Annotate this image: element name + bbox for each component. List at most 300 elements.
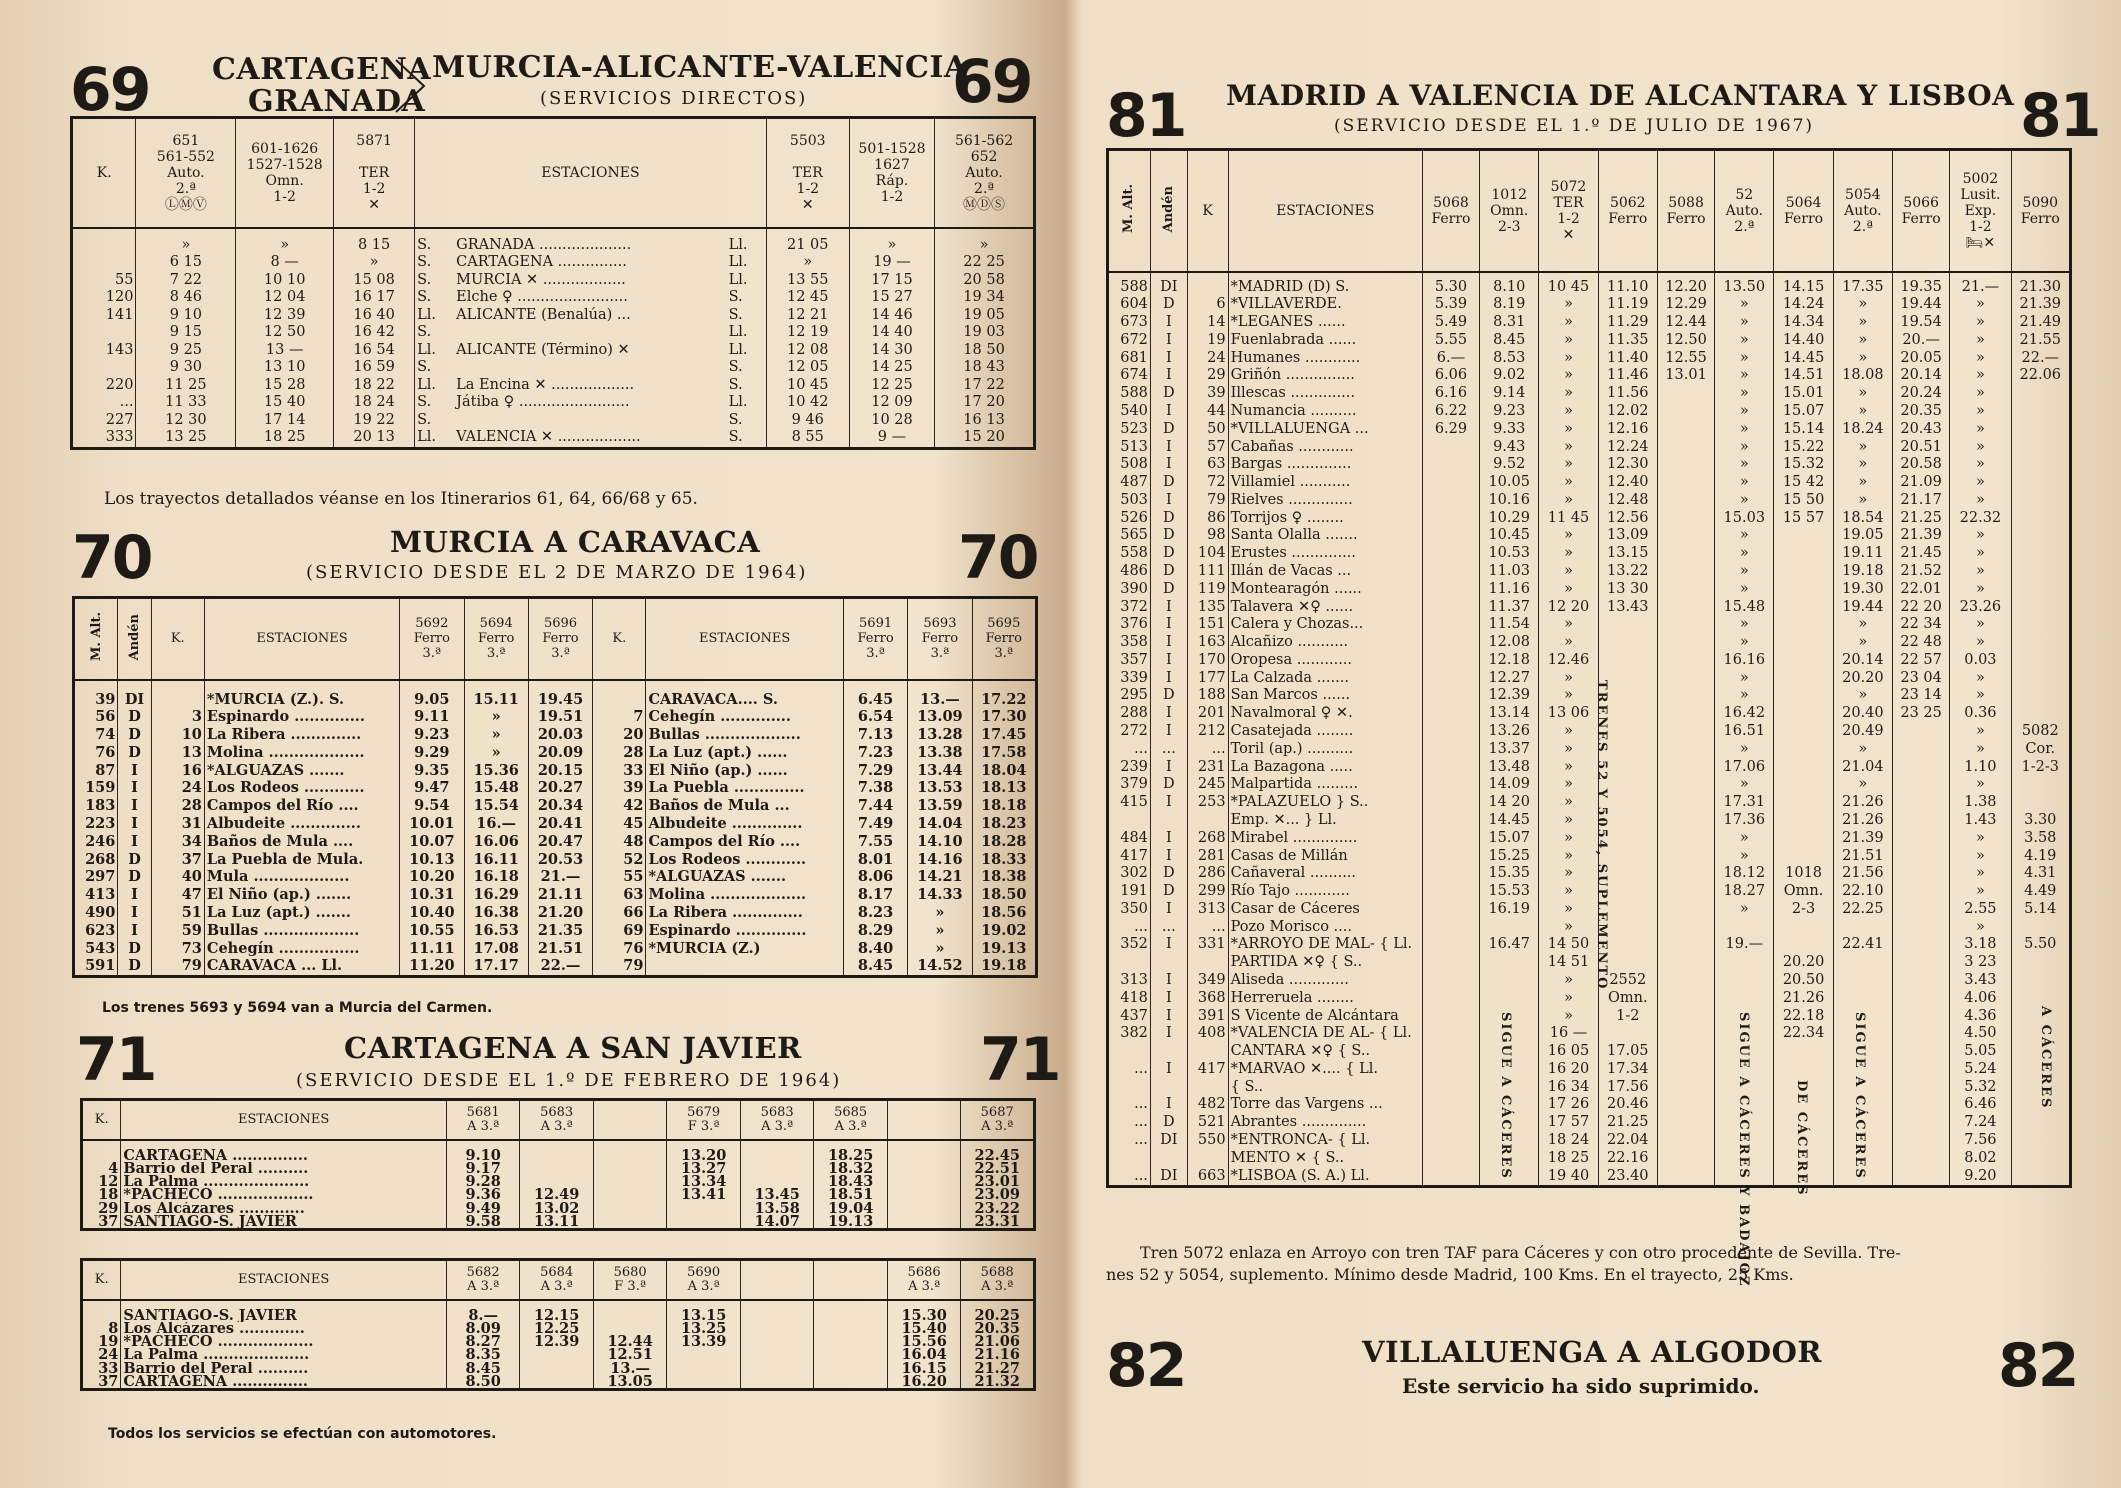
time-cell [2011, 776, 2070, 794]
time-cell: 20.20 [1774, 954, 1833, 972]
time-cell: 19.13 [972, 940, 1036, 958]
time-cell [2011, 403, 2070, 421]
time-cell [1657, 385, 1714, 403]
station-cell: Pozo Morisco .... [1228, 919, 1422, 937]
timetable-row [1108, 527, 2071, 545]
time-cell: 4.50 [1950, 1025, 2011, 1043]
altitude-cell: 540 [1108, 403, 1151, 421]
timetable-row [82, 1362, 1035, 1375]
timetable-row [1108, 883, 2071, 901]
km-cell: 55 [593, 868, 646, 886]
time-cell [1422, 1079, 1479, 1097]
time-cell: » [908, 940, 972, 958]
time-cell: » [1715, 687, 1774, 705]
time-cell: 21.39 [1893, 527, 1950, 545]
altitude-cell: 87 [74, 762, 118, 780]
time-cell: 10 10 [236, 272, 334, 290]
time-cell [1657, 1150, 1714, 1168]
time-cell: 14.16 [908, 851, 972, 869]
time-cell: 18.04 [972, 762, 1036, 780]
time-cell: 14.45 [1480, 812, 1539, 830]
timetable-row [74, 744, 1037, 762]
altitude-cell: 672 [1108, 332, 1151, 350]
time-cell: 21.45 [1893, 545, 1950, 563]
col-header: 5681 A 3.ª [446, 1100, 520, 1140]
time-cell: 18.24 [1833, 421, 1892, 439]
col-header: 5054 Auto. 2.ª [1833, 150, 1892, 272]
time-cell: 23.09 [961, 1188, 1035, 1201]
time-cell: 20.05 [1893, 350, 1950, 368]
time-cell: 20.14 [1893, 367, 1950, 385]
station-cell: Illán de Vacas ... [1228, 563, 1422, 581]
time-cell [593, 1300, 667, 1322]
col-header: 5694 Ferro 3.ª [464, 598, 528, 680]
km-cell: 417 [1187, 1061, 1228, 1079]
station-cell: *PACHECO ................... [121, 1188, 447, 1201]
station-cell: VALENCIA ✕ .................. [456, 429, 641, 445]
time-cell: 11.40 [1598, 350, 1657, 368]
time-cell [814, 1348, 888, 1361]
time-cell: 18.23 [972, 815, 1036, 833]
time-cell: 19 03 [935, 324, 1035, 342]
platform-cell: D [118, 940, 151, 958]
km-cell: 119 [1187, 581, 1228, 599]
time-cell: 18.08 [1833, 367, 1892, 385]
time-cell: 15.14 [1774, 421, 1833, 439]
time-cell: 16.04 [887, 1348, 961, 1361]
time-cell: 8.23 [843, 904, 907, 922]
time-cell: 20.27 [528, 779, 592, 797]
time-cell: 21.20 [528, 904, 592, 922]
timetable-row [1108, 848, 2071, 866]
timetable-row [1108, 350, 2071, 368]
station-cell: Albudeite .............. [204, 815, 399, 833]
station-cell: CARTAGENA ............... [121, 1375, 447, 1390]
col-k-header: K. [82, 1100, 121, 1140]
time-cell: 16.16 [1715, 652, 1774, 670]
time-cell: 1.10 [1950, 759, 2011, 777]
time-cell: 21.09 [1893, 474, 1950, 492]
time-cell: 22.06 [2011, 367, 2070, 385]
platform-cell: I [1150, 350, 1187, 368]
section-71-title: CARTAGENA A SAN JAVIER [344, 1031, 802, 1065]
time-cell: » [1715, 367, 1774, 385]
time-cell: » [1833, 350, 1892, 368]
station-cell: *VILLAVERDE. [1228, 296, 1422, 314]
time-cell: 5.05 [1950, 1043, 2011, 1061]
km-cell: 47 [151, 886, 204, 904]
km-cell: 391 [1187, 1008, 1228, 1026]
time-cell: 16 42 [334, 324, 415, 342]
time-cell: 13.50 [1715, 272, 1774, 297]
km-cell: ... [72, 394, 136, 412]
timetable-row [82, 1202, 1035, 1215]
platform-cell: D [118, 868, 151, 886]
time-cell [1657, 812, 1714, 830]
time-cell [1774, 776, 1833, 794]
km-cell: 313 [1187, 901, 1228, 919]
time-cell [2011, 1150, 2070, 1168]
time-cell [1422, 1025, 1479, 1043]
timetable-row [1108, 439, 2071, 457]
time-cell: 11.35 [1598, 332, 1657, 350]
time-cell [520, 1175, 594, 1188]
time-cell: 12 04 [236, 289, 334, 307]
col-header: 5068 Ferro [1422, 150, 1479, 272]
time-cell [1657, 705, 1714, 723]
station-cell: Los Rodeos ............ [646, 851, 843, 869]
col-estaciones-header: ESTACIONES [204, 598, 399, 680]
time-cell: 20.34 [528, 797, 592, 815]
time-cell: 21.17 [1893, 492, 1950, 510]
time-cell [2011, 439, 2070, 457]
km-cell: 13 [151, 744, 204, 762]
time-cell [2011, 634, 2070, 652]
platform-cell: D [1150, 474, 1187, 492]
timetable-row [74, 779, 1037, 797]
time-cell [814, 1362, 888, 1375]
km-cell: 143 [72, 342, 136, 360]
time-cell: 15.07 [1480, 830, 1539, 848]
time-cell: » [1950, 776, 2011, 794]
time-cell: 12.49 [520, 1188, 594, 1201]
km-cell: 253 [1187, 794, 1228, 812]
station-cell: Campos del Río .... [204, 797, 399, 815]
time-cell: 13.09 [1598, 527, 1657, 545]
time-cell [1422, 527, 1479, 545]
time-cell: » [1539, 794, 1598, 812]
km-cell: 188 [1187, 687, 1228, 705]
time-cell: » [1539, 723, 1598, 741]
km-cell: ... [1187, 741, 1228, 759]
station-cell [454, 359, 726, 377]
time-cell: 11 33 [136, 394, 236, 412]
platform-cell: D [1150, 883, 1187, 901]
station-cell: Griñón ............... [1228, 367, 1422, 385]
time-cell [1774, 794, 1833, 812]
time-cell: » [1950, 474, 2011, 492]
time-cell: » [1950, 545, 2011, 563]
station-mark-cell: S. [415, 324, 455, 342]
time-cell [1774, 599, 1833, 617]
time-cell: 3.18 [1950, 936, 2011, 954]
station-cell: Baños de Mula .... [204, 833, 399, 851]
time-cell: 14.33 [908, 886, 972, 904]
time-cell [1422, 1114, 1479, 1132]
time-cell [1422, 563, 1479, 581]
time-cell: » [1715, 581, 1774, 599]
col-alt-header: M. Alt. [1108, 150, 1151, 272]
time-cell [740, 1348, 814, 1361]
time-cell: 21.30 [2011, 272, 2070, 297]
time-cell: 13.43 [1598, 599, 1657, 617]
time-cell [1422, 545, 1479, 563]
time-cell: 9 25 [136, 342, 236, 360]
time-cell: » [1539, 563, 1598, 581]
platform-cell: I [1150, 830, 1187, 848]
timetable-row [1108, 794, 2071, 812]
time-cell: 15.36 [464, 762, 528, 780]
time-cell: 15.35 [1480, 865, 1539, 883]
time-cell [2011, 421, 2070, 439]
time-cell: 14.09 [1480, 776, 1539, 794]
timetable-row [74, 940, 1037, 958]
km-cell [1187, 812, 1228, 830]
station-cell: Toril (ap.) .......... [1228, 741, 1422, 759]
time-cell: 11.10 [1598, 272, 1657, 297]
time-cell [1893, 741, 1950, 759]
time-cell: 14 46 [849, 307, 934, 325]
time-cell [1657, 403, 1714, 421]
platform-cell: I [1150, 1008, 1187, 1026]
time-cell: 17 57 [1539, 1114, 1598, 1132]
time-cell [1657, 1132, 1714, 1150]
timetable-row [82, 1335, 1035, 1348]
timetable-row [1108, 936, 2071, 954]
time-cell: 21.— [1950, 272, 2011, 297]
station-mark-cell: Ll. [727, 394, 767, 412]
station-cell [646, 957, 843, 976]
section-81-title: MADRID A VALENCIA DE ALCANTARA Y LISBOA [1226, 79, 2015, 112]
time-cell: » [1950, 492, 2011, 510]
time-cell [1833, 990, 1892, 1008]
col-header: 5503 TER 1-2 ✕ [766, 118, 849, 228]
platform-cell: D [1150, 385, 1187, 403]
time-cell [1422, 865, 1479, 883]
time-cell [1893, 901, 1950, 919]
time-cell: 9.47 [400, 779, 464, 797]
altitude-cell: 558 [1108, 545, 1151, 563]
platform-cell: I [1150, 972, 1187, 990]
timetable-row [1108, 919, 2071, 937]
time-cell [1715, 954, 1774, 972]
time-cell: 20.14 [1833, 652, 1892, 670]
time-cell [1774, 812, 1833, 830]
time-cell: Cor. [2011, 741, 2070, 759]
time-cell: 10.55 [400, 922, 464, 940]
time-cell [2011, 599, 2070, 617]
col-k-header: K [1187, 150, 1228, 272]
altitude-cell: 295 [1108, 687, 1151, 705]
section-69-table [70, 116, 1036, 450]
col-header: 5064 Ferro [1774, 150, 1833, 272]
col-header: 5685 A 3.ª [814, 1100, 888, 1140]
time-cell: 21.25 [1893, 510, 1950, 528]
time-cell [593, 1215, 667, 1230]
time-cell [1422, 1168, 1479, 1187]
km-cell: 37 [82, 1375, 121, 1390]
col-header: 5683 A 3.ª [520, 1100, 594, 1140]
time-cell: 12 20 [1539, 599, 1598, 617]
time-cell [2011, 563, 2070, 581]
time-cell: 16.18 [464, 868, 528, 886]
timetable-row [82, 1322, 1035, 1335]
time-cell: 18 24 [1539, 1132, 1598, 1150]
time-cell: 18.51 [814, 1188, 888, 1201]
time-cell [1893, 954, 1950, 972]
time-cell: 7 22 [136, 272, 236, 290]
time-cell: 5.50 [2011, 936, 2070, 954]
time-cell [1893, 1043, 1950, 1061]
time-cell: » [1715, 901, 1774, 919]
station-mark-cell: S. [415, 412, 455, 430]
station-cell: *LISBOA (S. A.) Ll. [1228, 1168, 1422, 1187]
time-cell: 4.06 [1950, 990, 2011, 1008]
altitude-cell: ... [1108, 919, 1151, 937]
time-cell: 13.15 [667, 1300, 741, 1322]
time-cell [1422, 510, 1479, 528]
timetable-row [72, 429, 1035, 448]
km-cell [1187, 1043, 1228, 1061]
time-cell: 7.55 [843, 833, 907, 851]
station-cell: Erustes .............. [1228, 545, 1422, 563]
time-cell [667, 1362, 741, 1375]
altitude-cell: 357 [1108, 652, 1151, 670]
timetable-row [1108, 510, 2071, 528]
km-cell: 120 [72, 289, 136, 307]
time-cell: 17 22 [935, 377, 1035, 395]
time-cell: » [1833, 776, 1892, 794]
time-cell [2011, 954, 2070, 972]
station-mark-cell: S. [727, 377, 767, 395]
time-cell [1893, 776, 1950, 794]
time-cell [1422, 687, 1479, 705]
km-cell: 45 [593, 815, 646, 833]
time-cell: » [1539, 385, 1598, 403]
time-cell: 12.39 [520, 1335, 594, 1348]
time-cell: 5.39 [1422, 296, 1479, 314]
time-cell: » [1833, 332, 1892, 350]
time-cell: 0.36 [1950, 705, 2011, 723]
platform-cell: I [1150, 616, 1187, 634]
section-69-title-cartagena: CARTAGENA [212, 52, 432, 87]
time-cell: 13.58 [740, 1202, 814, 1215]
timetable-row [72, 254, 1035, 272]
km-cell: 66 [593, 904, 646, 922]
time-cell [1422, 599, 1479, 617]
station-cell: Espinardo .............. [646, 922, 843, 940]
time-cell [2011, 474, 2070, 492]
km-cell: ... [1187, 919, 1228, 937]
time-cell: 22.41 [1833, 936, 1892, 954]
km-cell: 349 [1187, 972, 1228, 990]
timetable-row [1108, 385, 2071, 403]
time-cell: 23 25 [1893, 705, 1950, 723]
station-cell: *LEGANES ...... [1228, 314, 1422, 332]
platform-cell: D [118, 708, 151, 726]
time-cell: 12.29 [1657, 296, 1714, 314]
time-cell [667, 1215, 741, 1230]
timetable-row [1108, 759, 2071, 777]
time-cell: 10.40 [400, 904, 464, 922]
time-cell: » [1715, 563, 1774, 581]
time-cell: 21.27 [961, 1362, 1035, 1375]
station-cell: Cehegín ................ [204, 940, 399, 958]
time-cell [1657, 1061, 1714, 1079]
altitude-cell: 588 [1108, 272, 1151, 297]
time-cell: 9.11 [400, 708, 464, 726]
time-cell: 15.30 [887, 1300, 961, 1322]
station-cell: Alcañizo ........... [1228, 634, 1422, 652]
time-cell: 18.33 [972, 851, 1036, 869]
time-cell: 7.29 [843, 762, 907, 780]
time-cell: » [1950, 830, 2011, 848]
altitude-cell: 382 [1108, 1025, 1151, 1043]
station-cell: MENTO ✕ { S.. [1228, 1150, 1422, 1168]
station-cell: { S.. [1228, 1079, 1422, 1097]
time-cell: 18.56 [972, 904, 1036, 922]
time-cell: 8.19 [1480, 296, 1539, 314]
time-cell [593, 1175, 667, 1188]
section-82-number-right: 82 [1998, 1331, 2078, 1401]
time-cell: 15.53 [1480, 883, 1539, 901]
station-cell: GRANADA .................... [456, 236, 632, 253]
altitude-cell: 681 [1108, 350, 1151, 368]
time-cell: 13.37 [1480, 741, 1539, 759]
time-cell [2011, 670, 2070, 688]
altitude-cell: 183 [74, 797, 118, 815]
platform-cell: I [1150, 670, 1187, 688]
time-cell [2011, 687, 2070, 705]
station-cell [454, 412, 726, 430]
time-cell: 17.58 [972, 744, 1036, 762]
station-mark-cell: S. [415, 289, 455, 307]
time-cell [1657, 456, 1714, 474]
time-cell: 4.31 [2011, 865, 2070, 883]
station-cell: Villamiel ........... [1228, 474, 1422, 492]
time-cell [814, 1322, 888, 1335]
time-cell: 20.51 [1893, 439, 1950, 457]
station-cell: Cehegín .............. [646, 708, 843, 726]
altitude-cell: 246 [74, 833, 118, 851]
time-cell: 13 06 [1539, 705, 1598, 723]
time-cell: » [1950, 634, 2011, 652]
time-cell [1893, 865, 1950, 883]
time-cell: 7.13 [843, 726, 907, 744]
time-cell: 16 54 [334, 342, 415, 360]
km-cell: 12 [82, 1175, 121, 1188]
time-cell: » [1539, 616, 1598, 634]
station-cell: La Puebla de Mula. [204, 851, 399, 869]
station-mark-cell: S. [727, 289, 767, 307]
timetable-row [1108, 812, 2071, 830]
platform-cell: I [118, 779, 151, 797]
timetable-row [82, 1188, 1035, 1201]
time-cell [740, 1322, 814, 1335]
station-cell: La Encina ✕ .................. [456, 376, 635, 393]
time-cell: 11.03 [1480, 563, 1539, 581]
time-cell: 15 42 [1774, 474, 1833, 492]
platform-cell: D [1150, 545, 1187, 563]
section-69-title-route: MURCIA-ALICANTE-VALENCIA [432, 50, 968, 85]
section-81-number-left: 81 [1106, 81, 1186, 151]
station-cell: *MARVAO ✕.... { Ll. [1228, 1061, 1422, 1079]
time-cell [1657, 1043, 1714, 1061]
time-cell [1833, 919, 1892, 937]
time-cell [593, 1162, 667, 1175]
time-cell [740, 1335, 814, 1348]
station-cell: Espinardo .............. [204, 708, 399, 726]
time-cell: » [1539, 421, 1598, 439]
station-cell: *PALAZUELO } S.. [1228, 794, 1422, 812]
time-cell [1657, 581, 1714, 599]
time-cell [520, 1162, 594, 1175]
col-header: 5696 Ferro 3.ª [528, 598, 592, 680]
time-cell [1480, 990, 1539, 1008]
time-cell: 7.23 [843, 744, 907, 762]
time-cell [1480, 954, 1539, 972]
time-cell: 22 25 [935, 254, 1035, 272]
